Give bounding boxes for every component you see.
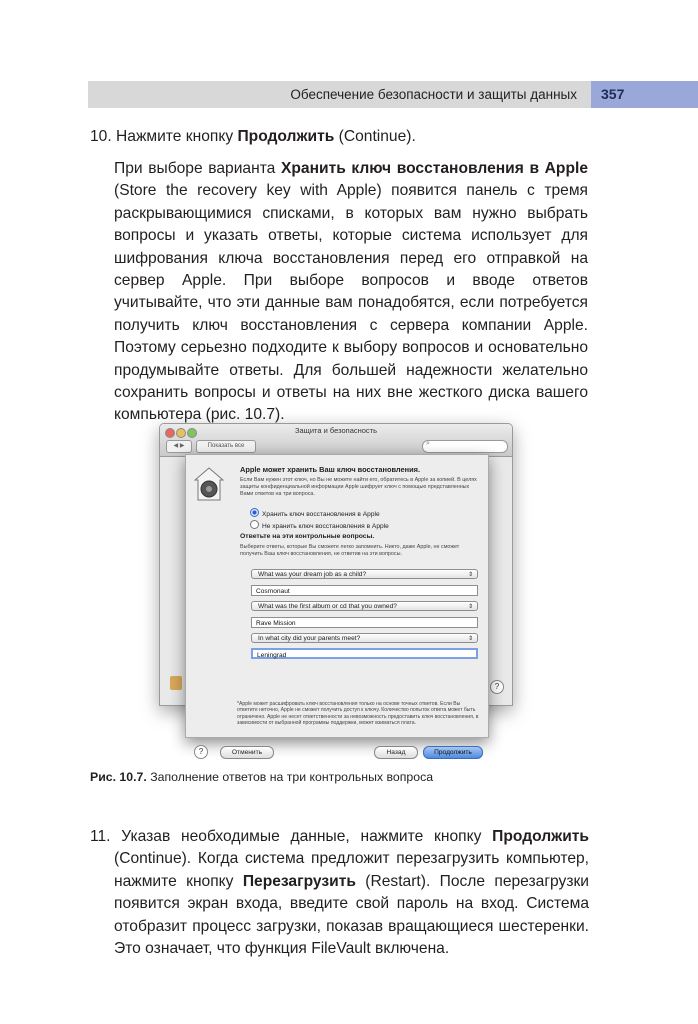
lock-icon[interactable] xyxy=(170,676,182,690)
caption-text: Заполнение ответов на три контрольных вопроса xyxy=(146,770,434,784)
recovery-key-sheet xyxy=(185,454,489,756)
chevron-updown-icon: ⇕ xyxy=(467,636,473,642)
answer-2-field[interactable]: Rave Mission xyxy=(251,617,478,628)
radio-store-key[interactable] xyxy=(250,508,380,518)
body-paragraph xyxy=(114,158,588,427)
chevron-updown-icon: ⇕ xyxy=(467,572,473,578)
cancel-button[interactable]: Отменить xyxy=(220,746,274,759)
radio-unselected-icon[interactable] xyxy=(250,520,259,529)
step-11-prefix: 11. Указав необходимые данные, нажмите кнопку xyxy=(90,828,493,845)
answer-3-field[interactable]: Leningrad xyxy=(251,648,478,659)
figure-screenshot xyxy=(159,423,513,756)
body-rest: (Store the recovery key with Apple) появится панель с тремя раскрывающимися списками, в которых вам нужно выбрать вопросы и указать ответы, которые система использует для шифрования ключа восстановления перед его отправкой на сервер Apple. При выборе вопросов и вводе ответов учитывайте, что эти данные вам понадобятся, если потребуется получить ключ восстановления с сервера компании Apple. Поэтому серьезно подходите к выбору вопросов и основательно продумывайте ответы. Для большей надежности желательно сохранить вопросы и ответы на них вне жесткого диска вашего компьютера (рис. 10.7). xyxy=(114,182,588,424)
window-titlebar xyxy=(160,424,512,457)
body-intro: При выборе варианта xyxy=(114,160,281,177)
questions-title: Ответьте на эти контрольные вопросы. xyxy=(240,533,375,540)
step-11 xyxy=(90,826,589,960)
radio-dont-store-label: Не хранить ключ восстановления в Apple xyxy=(262,523,389,530)
question-1-text: What was your dream job as a child? xyxy=(258,571,367,578)
body-bold: Хранить ключ восстановления в Apple xyxy=(280,160,588,177)
radio-dont-store-key[interactable] xyxy=(250,520,389,530)
page-number-tab xyxy=(591,81,698,108)
step-10-suffix: (Continue). xyxy=(334,128,416,145)
sheet-footnote: *Apple может расшифровать ключ восстановления только на основе точных ответов. Если Вы ответите неточно, Apple не сможет получить доступ к ключу. Количество попыток ответа может быть ограничено. Apple не несет ответственности за невозможность предоставить ключ восстановления, в зависимости от выбранной программы поддержки, может взиматься плата. xyxy=(237,701,479,727)
step-10-prefix: 10. Нажмите кнопку xyxy=(90,128,238,145)
continue-button[interactable]: Продолжить xyxy=(423,746,483,759)
question-2-select[interactable] xyxy=(251,601,478,611)
step-11-bold-continue: Продолжить xyxy=(492,828,589,845)
step-10-bold: Продолжить xyxy=(237,128,335,145)
caption-label: Рис. 10.7. xyxy=(90,770,147,784)
help-button-sheet[interactable]: ? xyxy=(194,745,208,759)
chevron-updown-icon: ⇕ xyxy=(467,604,473,610)
questions-description: Выберите ответы, которые Вы сможете легко запомнить. Никто, даже Apple, не сможет получить Ваш ключ восстановления, не ответив на эти вопросы. xyxy=(240,544,460,557)
step-11-rest: (Restart). После перезагрузки появится экран входа, введите свой пароль на вход. Система отобразит процесс загрузки, показав вращающиеся шестеренки. Это означает, что функция FileVault включена. xyxy=(114,872,590,958)
radio-store-label: Хранить ключ восстановления в Apple xyxy=(262,511,380,518)
search-input[interactable] xyxy=(422,440,508,453)
answer-1-field[interactable]: Cosmonaut xyxy=(251,585,478,596)
step-10 xyxy=(90,126,610,148)
radio-selected-icon[interactable] xyxy=(250,508,259,517)
question-2-text: What was the first album or cd that you owned? xyxy=(258,603,397,610)
filevault-house-icon xyxy=(194,467,224,501)
question-1-select[interactable] xyxy=(251,569,478,579)
help-button-window[interactable]: ? xyxy=(490,680,504,694)
sheet-description: Если Вам нужен этот ключ, но Вы не можете найти его, обратитесь в Apple за копией. В целях защиты конфиденциальной информации Apple шифрует ключ с помощью представленных Вами ответов на три вопроса. xyxy=(240,477,477,497)
search-icon: ⌕ xyxy=(426,440,430,447)
step-11-bold-restart: Перезагрузить xyxy=(242,872,356,890)
step-11-middle: (Continue). Когда система предложит перезагрузить компьютер, нажмите кнопку xyxy=(114,850,589,890)
section-title: Обеспечение безопасности и защиты данных xyxy=(290,87,577,102)
question-3-select[interactable] xyxy=(251,633,478,643)
figure-caption xyxy=(90,770,433,784)
window-title: Защита и безопасность xyxy=(294,426,378,435)
sheet-title: Apple может хранить Ваш ключ восстановления. xyxy=(240,465,420,474)
running-header xyxy=(88,81,591,108)
back-button[interactable]: Назад xyxy=(374,746,418,759)
back-forward-buttons[interactable]: ◀ ▶ xyxy=(166,440,192,453)
show-all-button[interactable]: Показать все xyxy=(196,440,256,453)
page-number: 357 xyxy=(601,86,625,102)
question-3-text: In what city did your parents meet? xyxy=(258,635,361,642)
